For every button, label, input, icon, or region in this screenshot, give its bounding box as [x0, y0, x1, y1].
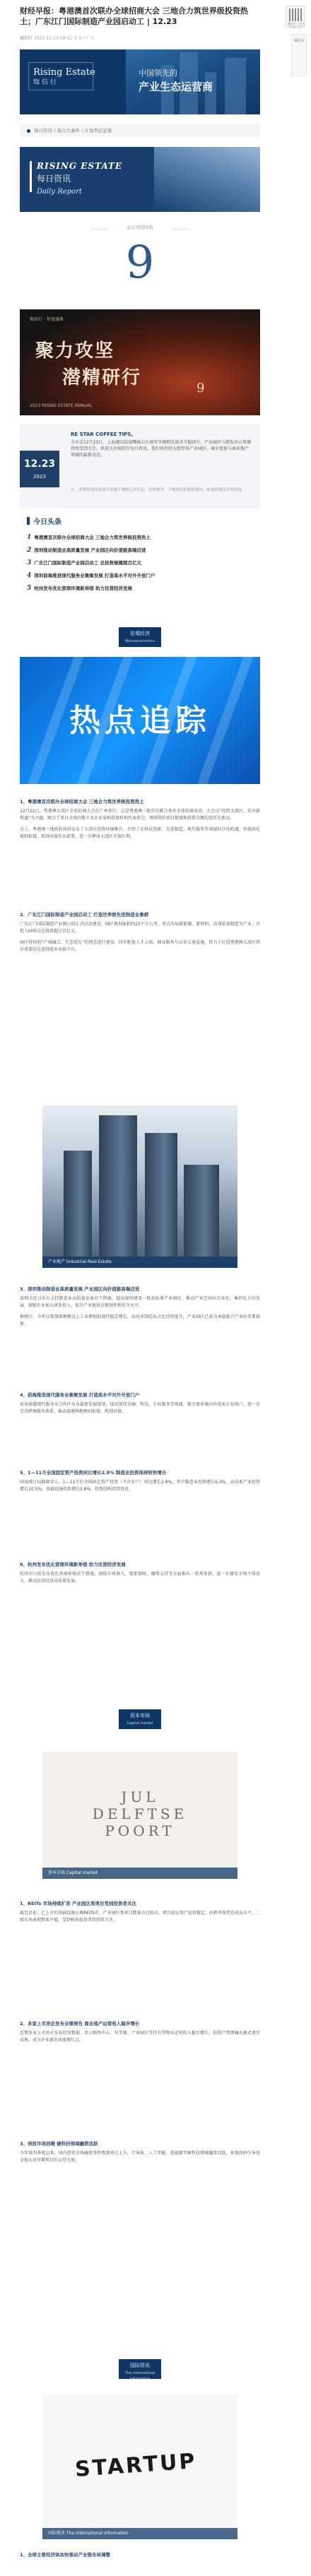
- photo-caption: 国际资讯 The international information: [42, 2528, 237, 2539]
- news-paragraph: 广东江门国际制造产业园日前正式启动建设，园区规划面积约25平方公里，重点布局新能源、新材料、高端装备制造等产业，首批入园项目总投资超过百亿元。: [20, 922, 260, 934]
- section-tag-international: [119, 2359, 161, 2379]
- news-block-5: [20, 1469, 260, 1497]
- account-name[interactable]: 瑞信行: [20, 36, 33, 41]
- daily-cn-title: 每日资讯: [37, 174, 71, 184]
- photo-building: [145, 1133, 177, 1257]
- event-poster: [20, 309, 260, 415]
- date-day: 12.23: [23, 458, 56, 470]
- toc-item[interactable]: 3 广东江门国际制造产业园启动工 总投资规模超百亿元: [27, 559, 142, 566]
- news-heading: 1、REITs 市场持续扩容 产业园区类项目受到投资者关注: [20, 1901, 136, 1906]
- toc-list: [27, 531, 253, 595]
- news-paragraph: 会上，粤港澳三地政府共同发布了大湾区投资环境推介，介绍了在科技创新、先进制造、现代服务等领域的合作机遇，并就深化规则衔接、机制对接作出部署，进一步释放大湾区开放红利。: [20, 827, 260, 839]
- photo-building: [184, 1165, 219, 1257]
- photo-industrial-buildings: [42, 1105, 237, 1268]
- toc-accent-icon: [27, 517, 30, 525]
- poster-title-line-1: 聚力攻坚: [35, 340, 115, 362]
- news-paragraph: 12月22日，粤港澳大湾区全球招商大会在广州举行，这是粤港澳三地首次联合举办全球招商活动。大会以“投资大湾区，共享新机遇”为主题，吸引了来自全球的数千名企业家和投资机构代表参会，现场签约项目数量和投资金额均创历史新高。: [20, 809, 260, 821]
- daily-report-banner: [20, 147, 260, 212]
- toc-item[interactable]: 1 粤港澳首次联办全球招商大会 三地合力筑世界级投资热土: [27, 534, 151, 541]
- photo-building-sign: JUL DELFTSE POORT: [92, 1788, 188, 1839]
- date-year: 2023: [33, 474, 46, 480]
- poster-title-line-2: 潜精研行: [62, 367, 142, 388]
- photo-building: [64, 1151, 92, 1257]
- coffee-tips: [20, 424, 260, 509]
- news-paragraph: 深圳市近日出台支持制造业高质量发展若干措施，提出加快建设一批高标准产业园区，推动产业空间向专业化、集约化方向发展，鼓励企业加大研发投入，提升产业链供应链韧性和安全水平。: [20, 1296, 260, 1308]
- news-heading: 4、前海推进现代服务业集聚发展 打造高水平对外开放门户: [20, 1392, 140, 1398]
- photo-caption: 资本市场 Capital market: [42, 1868, 237, 1879]
- news-block-6: [20, 1561, 260, 1589]
- news-heading: 6、杭州发布优化营商环境新举措 助力民营经济发展: [20, 1562, 126, 1567]
- side-float-label: 瑞信行: [294, 39, 305, 43]
- news-paragraph: 国家统计局数据显示，1—11月份全国固定资产投资（不含农户）同比增长2.9%，其中制造业投资增长6.3%，高技术产业投资增长10.5%，基础设施投资增长5.8%，投资结构持续优化。: [20, 1480, 260, 1492]
- breadcrumb: [20, 124, 260, 137]
- photo-startup: [42, 2394, 237, 2539]
- tips-heading: RE STAR COFFEE TIPS。: [71, 432, 136, 437]
- toc-title: 今日头条: [33, 518, 61, 526]
- tips-body: 今天是12月23日，上海浦东陆家嘴核心区域写字楼租赁需求平稳回升，产业园区与研发办公资源持续受到关注。欢迎关注瑞信行每日资讯，我们将持续为您带来产业园区、城市更新与商业地产领域的最新动态。: [71, 440, 252, 458]
- daily-en-title: RISING ESTATE: [37, 161, 123, 171]
- breadcrumb-text: 每日资讯丨每日大事件丨计划类信息集: [34, 128, 112, 133]
- photo-caption: 产业地产 Industrial Real Estate: [42, 1257, 237, 1268]
- poster-top-text: 瑞信行 · 年度盛典: [30, 317, 64, 322]
- hot-tracking-text: 热点追踪: [69, 703, 211, 739]
- publish-date: 2023-12-23 09:02: [33, 36, 73, 41]
- capital-block-1: [20, 1900, 260, 1928]
- news-paragraph: 截至目前，已上市的基础设施公募REITs中，产业园区类项目数量占比较高，项目底层资产运营稳定，出租率保持在较高水平，二级市场表现整体平稳，受到机构投资者的持续关注。: [20, 1911, 260, 1923]
- capital-block-2: [20, 2020, 260, 2048]
- daily-banner-accent: [30, 161, 32, 192]
- toc-heading: [27, 517, 61, 528]
- news-heading: 5、1—11月全国固定资产投资同比增长2.9% 制造业投资保持较快增长: [20, 1470, 167, 1476]
- news-block-3: [20, 1286, 260, 1332]
- section-tag-en: Capital market: [127, 1721, 153, 1726]
- hot-tracking-banner: [20, 657, 260, 784]
- news-heading: 3、创投市场回暖 硬科技领域融资活跃: [20, 2141, 98, 2147]
- slogan-line-2: 产业生态运营商: [139, 81, 213, 93]
- brand-banner: [20, 49, 260, 114]
- section-tag-en: Macroeconomics: [125, 639, 155, 643]
- tips-note: 注：本期资讯内容部分来源于网络公开信息，仅供参考，不构成任何投资建议；如需转载请注明出处。: [71, 488, 246, 492]
- photo-startup-word: STARTUP: [74, 2449, 198, 2482]
- news-paragraph: 杭州市日前发布优化营商环境若干措施，围绕市场准入、要素保障、融资支持等方面推出一系列举措，进一步激发市场主体活力，推动民营经济高质量发展。: [20, 1572, 260, 1584]
- news-heading: 2、多家上市房企发布业绩预告 商业地产运营收入稳步增长: [20, 2021, 140, 2026]
- news-block-4: [20, 1391, 260, 1420]
- news-paragraph: 前海深港现代服务业合作区发布最新发展规划，提出围绕金融、科技、专业服务等领域，吸引更多境内外优质企业落户，进一步完善跨境服务体系，推动深港两地规则衔接、机制对接。: [20, 1402, 260, 1414]
- poster-bottom-text: 2023 RISING ESTATE ANNUAL: [30, 403, 93, 408]
- counter-number: 9: [125, 237, 155, 289]
- date-badge: [20, 451, 59, 487]
- news-block-2: [20, 911, 260, 958]
- issue-counter: [20, 225, 260, 302]
- news-heading: 3、深圳推动制造业高质量发展 产业园区向价值链高端迈进: [20, 1286, 140, 1292]
- section-tag-en: The international information: [124, 2371, 156, 2381]
- banner-building: [225, 58, 246, 114]
- news-heading: 2、广东江门国际制造产业园启动工 打造世界级先进制造业集群: [20, 912, 149, 918]
- news-block-1: [20, 798, 260, 845]
- bullet-icon: [27, 129, 30, 133]
- news-paragraph: 今年第四季度以来，国内创投市场融资事件数量环比上升，半导体、人工智能、新能源等硬科技领域融资活跃，多地政府引导基金加大对早期项目的支持力度。: [20, 2151, 260, 2163]
- brand-logo: [28, 62, 93, 90]
- news-paragraph: 园区将按照“产城融合、生态优先”的理念进行建设，同步配套人才公寓、商业服务与公共交通设施，致力于打造粤港澳大湾区西岸重要的先进制造业承载平台。: [20, 940, 260, 952]
- article-title: 财经早报：粤港澳首次联办全球招商大会 三地合力筑世界级投资热土；广东江门国际制造产业园启动工 | 12.23: [20, 6, 248, 26]
- side-float-panel[interactable]: [291, 34, 307, 76]
- section-tag-cn: 国际资讯: [130, 2363, 150, 2368]
- counter-label: 延长期第9期: [108, 225, 172, 232]
- news-paragraph: 据统计，今年以来深圳规模以上工业增加值保持稳定增长，高技术制造业占比持续提升，产业园区已成为承载新兴产业的重要载体。: [20, 1314, 260, 1326]
- photo-delfste-poort: [42, 1752, 237, 1879]
- daily-report-label: Daily Report: [37, 188, 82, 196]
- table-of-contents: [20, 517, 260, 616]
- section-tag-cn: 资本市场: [130, 1713, 150, 1719]
- news-heading: 1、全球主要经济体加快推动产业链布局调整: [20, 2552, 111, 2558]
- toc-item[interactable]: 5 杭州发布优化营商环境新举措 助力民营经济发展: [27, 585, 133, 592]
- section-tag-macro: [119, 627, 161, 647]
- qr-code[interactable]: [286, 6, 305, 27]
- logo-english: Rising Estate: [33, 67, 95, 78]
- qr-caption: 微信扫一扫关注该公众号: [288, 22, 305, 29]
- news-paragraph: 近期多家上市房企发布经营数据，显示购物中心、写字楼、产业园区等持有型物业运营收入稳步增长，轻资产管理输出模式逐步成熟，成为企业新的业绩增长点。: [20, 2031, 260, 2043]
- toc-item[interactable]: 4 深圳前海推进现代服务业集聚发展 打造高水平对外开放门户: [27, 572, 156, 579]
- slogan-line-1: 中国领先的: [139, 69, 177, 78]
- section-tag-capital: [119, 1709, 161, 1729]
- logo-chinese: 瑞信行: [33, 79, 59, 86]
- news-heading: 1、粤港澳首次联办全球招商大会 三地合力筑世界级投资热土: [20, 799, 144, 805]
- daily-banner-light: [154, 147, 260, 212]
- intl-block-1: [20, 2551, 260, 2561]
- capital-block-3: [20, 2140, 260, 2168]
- publish-location: 发表于广东: [73, 36, 95, 41]
- article-meta: [20, 35, 253, 42]
- photo-building: [99, 1115, 137, 1257]
- qr-code-icon: [289, 8, 302, 21]
- section-tag-cn: 宏观经济: [130, 631, 150, 636]
- toc-item[interactable]: 2 深圳推动制造业高质量发展 产业园区向价值链高端迈进: [27, 547, 146, 554]
- poster-number: 9: [196, 381, 205, 396]
